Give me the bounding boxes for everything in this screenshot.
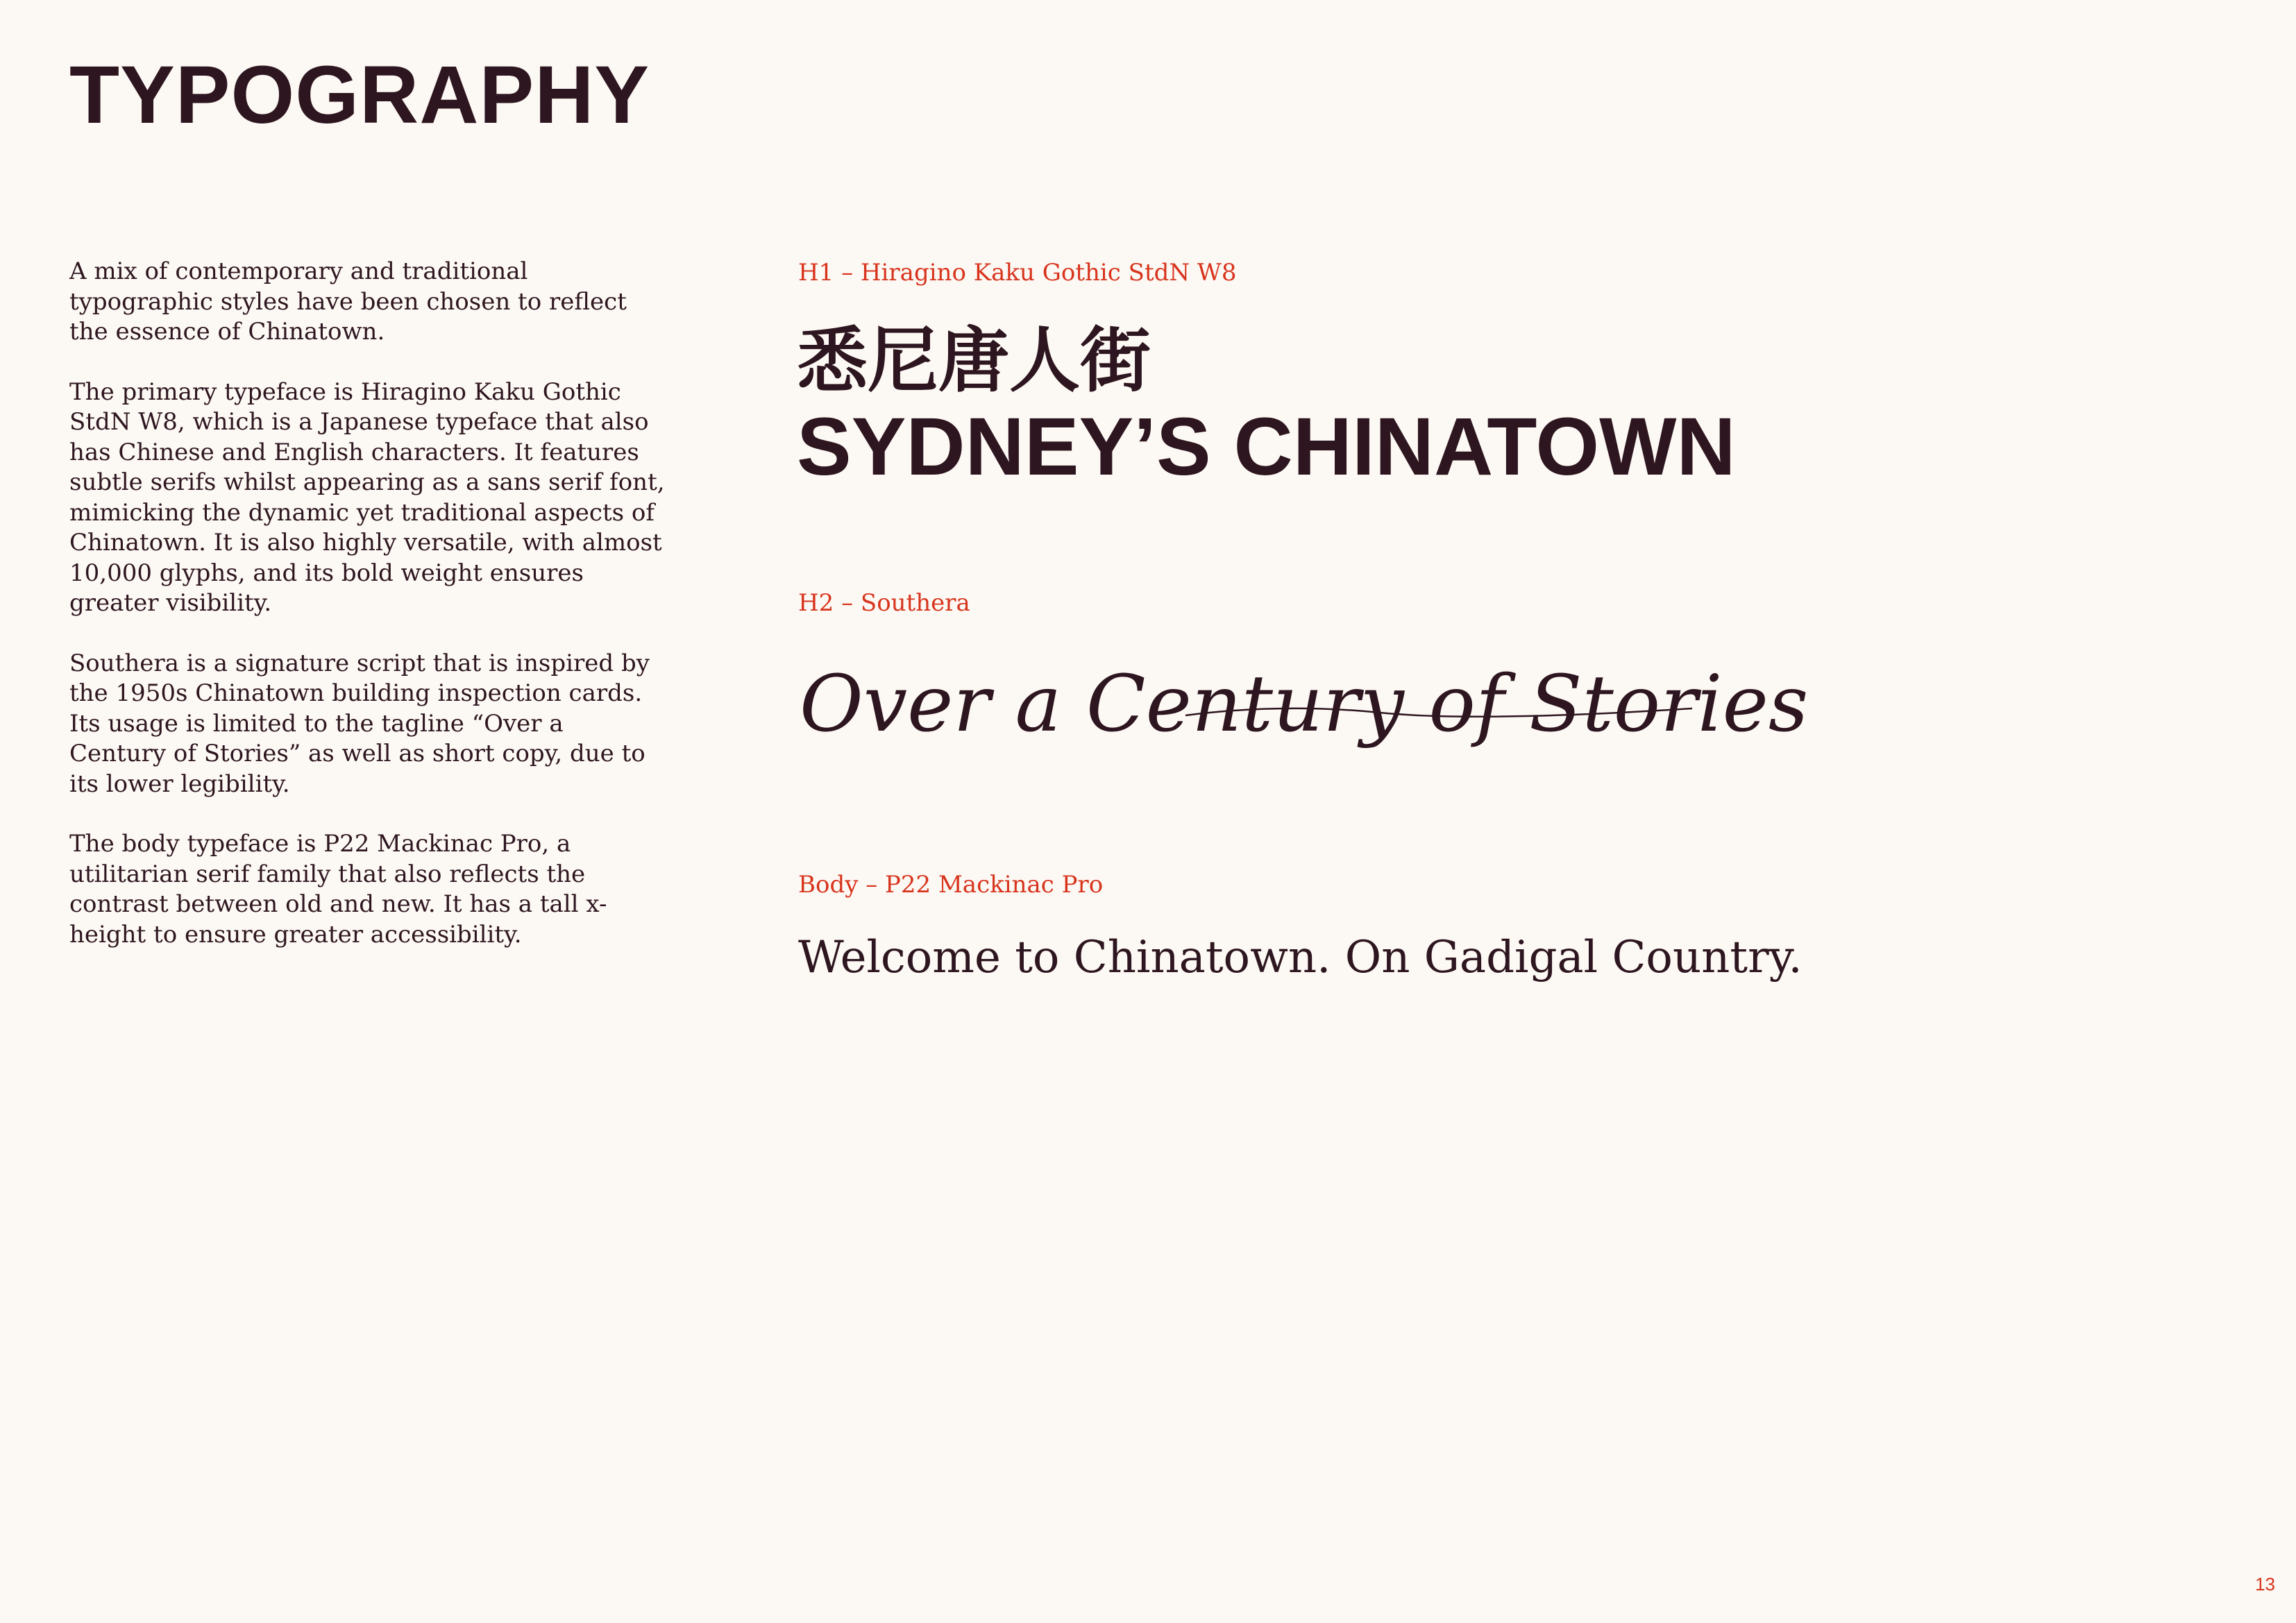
h2-script-sample: [797, 649, 1809, 760]
page-title: TYPOGRAPHY: [69, 49, 650, 141]
intro-paragraph: A mix of contemporary and traditional typographic styles have been chosen to reflect the essence of Chinatown.: [69, 257, 627, 346]
page-number: 13: [2255, 1574, 2275, 1595]
intro-paragraph: Southera is a signature script that is inspired by the 1950s Chinatown building inspection cards. Its usage is limited to the tagline “Over a Century of Stories” as well as short copy, due to its lower legibility.: [69, 649, 650, 798]
h2-spec-label: H2 – Southera: [798, 589, 970, 617]
h1-sample-chinese: 悉尼唐人街: [797, 320, 1151, 402]
intro-paragraph: The body typeface is P22 Mackinac Pro, a utilitarian serif family that also reflects the contrast between old and new. It has a tall x-height to ensure greater accessibility.: [69, 830, 607, 949]
h1-spec-label: H1 – Hiragino Kaku Gothic StdN W8: [798, 259, 1237, 287]
intro-text: [69, 257, 666, 980]
h2-script-text: Over a Century of Stories: [800, 659, 1809, 749]
intro-paragraph: The primary typeface is Hiragino Kaku Gothic StdN W8, which is a Japanese typeface that also has Chinese and English characters. It features subtle serifs whilst appearing as a sans serif font, mimicking the dynamic yet traditional aspects of Chinatown. It is also highly versatile, with almost 10,000 glyphs, and its bold weight ensures greater visibility.: [69, 377, 665, 617]
body-spec-label: Body – P22 Mackinac Pro: [798, 871, 1104, 899]
h1-sample-english: SYDNEY’S CHINATOWN: [797, 401, 1736, 493]
body-sample: Welcome to Chinatown. On Gadigal Country.: [798, 932, 1803, 983]
